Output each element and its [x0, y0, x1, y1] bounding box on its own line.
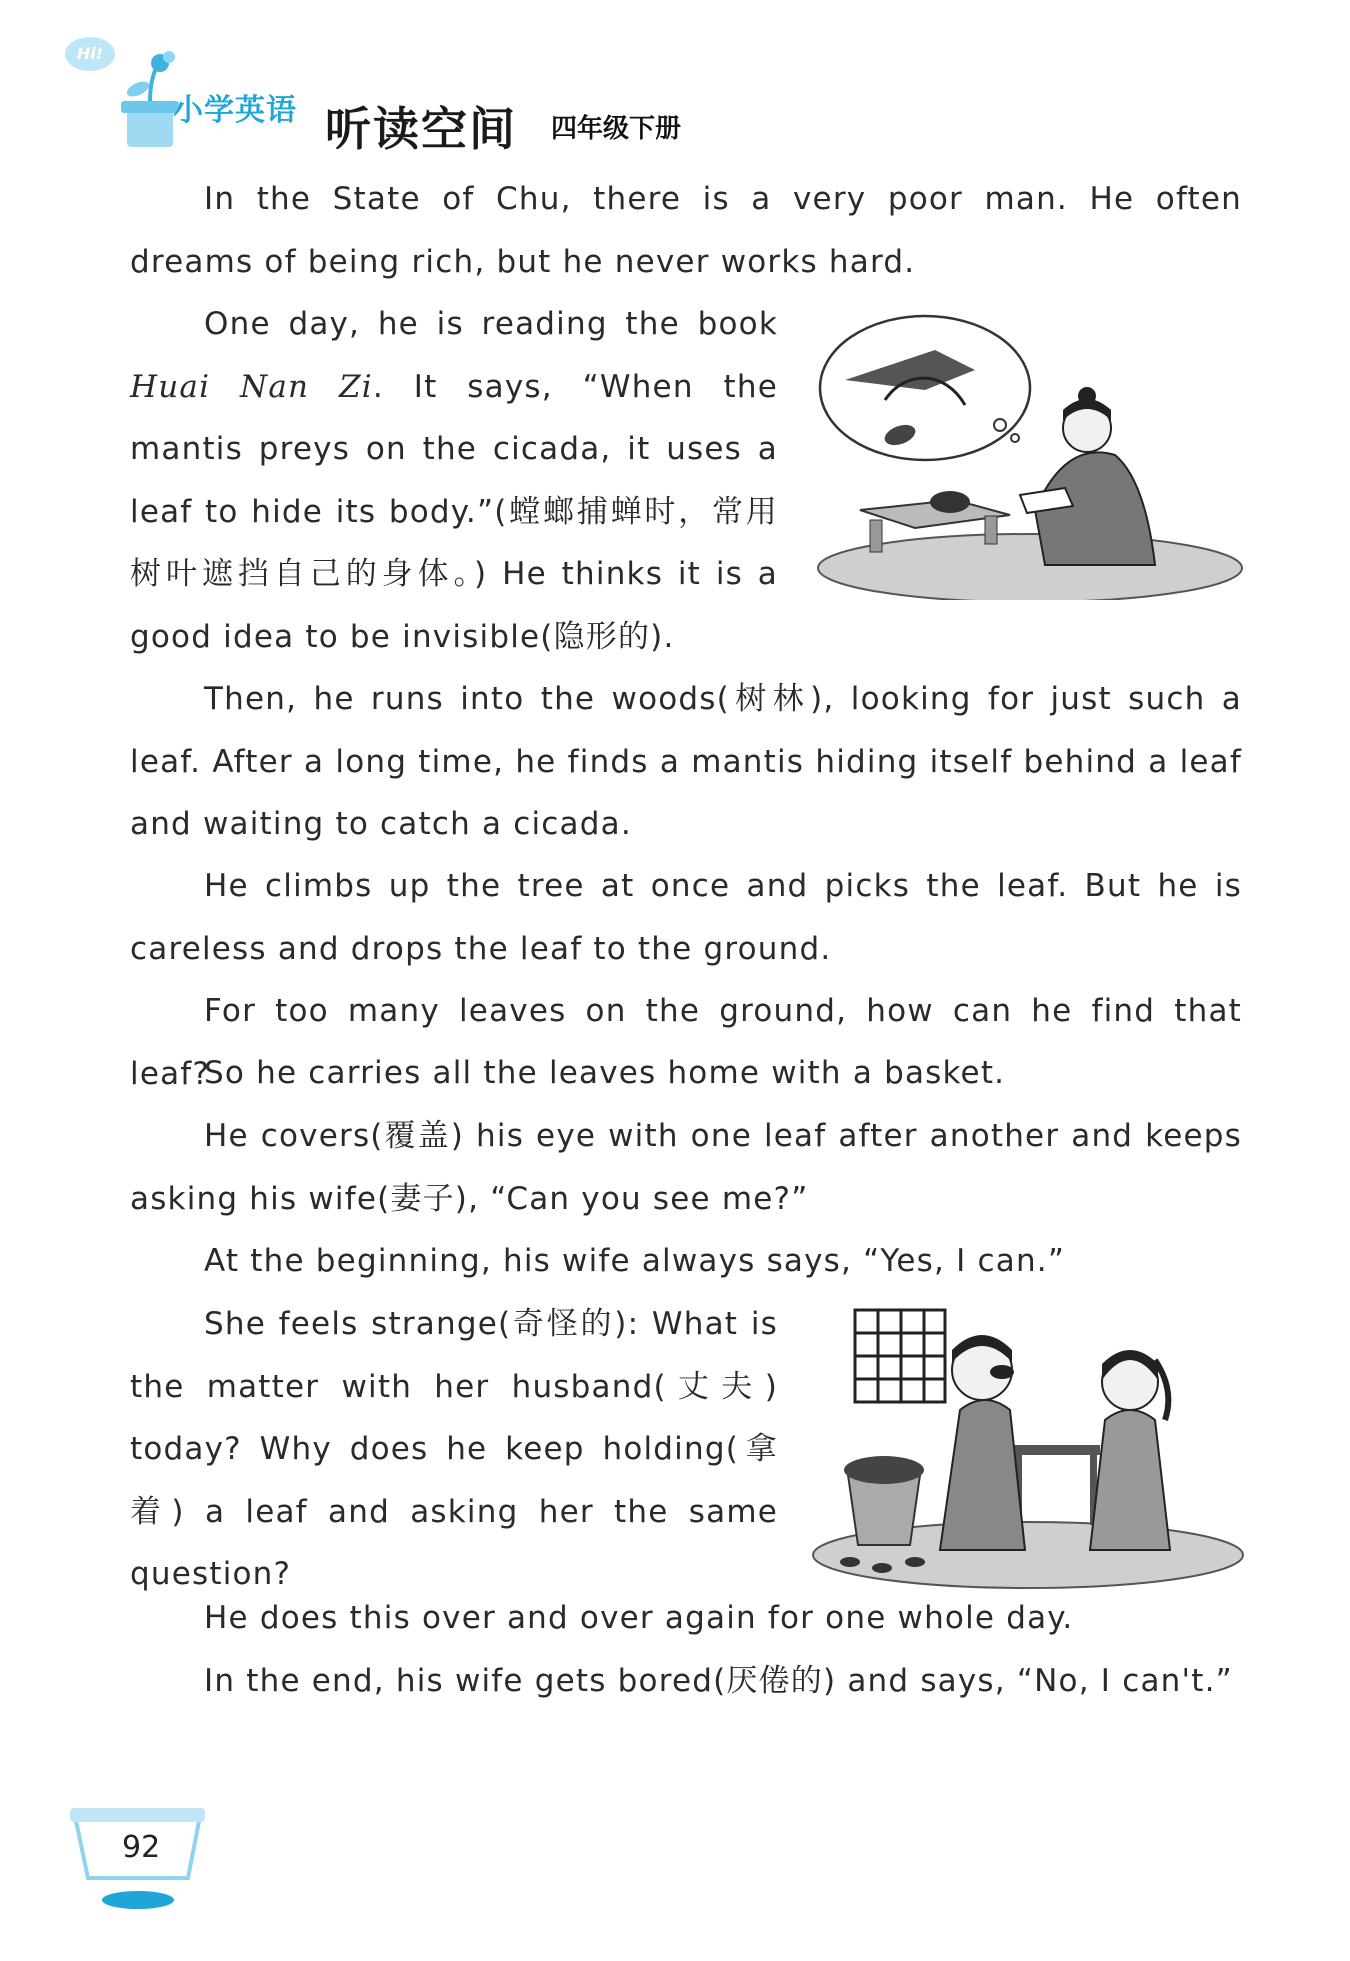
grade-label: 四年级下册: [551, 114, 682, 144]
paragraph: So he carries all the leaves home with a basket.: [204, 1055, 1006, 1091]
series-title: 小学英语: [173, 93, 297, 128]
paragraph-text: One day, he is reading the book: [204, 306, 778, 342]
paragraph: [130, 293, 778, 668]
paragraph: In the State of Chu, there is a very poor man. He often dreams of being rich, but he never works hard.: [130, 181, 1242, 280]
page-number-badge: [70, 1808, 220, 1918]
paragraph: For too many leaves on the ground, how can he find that leaf?: [130, 993, 1242, 1092]
paragraph: She feels strange(奇怪的): What is the matter with her husband(丈夫) today? Why does he keep holding(拿着) a leaf and asking her the same question?: [130, 1306, 778, 1592]
book-title: 听读空间: [325, 102, 517, 156]
paragraph: In the end, his wife gets bored(厌倦的) and says, “No, I can't.”: [204, 1663, 1233, 1699]
paragraph: He does this over and over again for one whole day.: [204, 1600, 1074, 1636]
paragraph-text: . It says, “When the mantis preys on the cicada, it uses a leaf to hide its body.”(螳螂捕蝉时，常用树叶遮挡自己的身体。) He thinks it is a good idea to be invisible(隐形的).: [130, 368, 778, 655]
book-title-italic: Huai Nan Zi: [130, 368, 373, 405]
reading-man-illustration: [815, 310, 1245, 600]
paragraph: He climbs up the tree at once and picks the leaf. But he is careless and drops the leaf to the ground.: [130, 868, 1242, 967]
hi-badge: Hi!: [65, 37, 115, 71]
paragraph: He covers(覆盖) his eye with one leaf after another and keeps asking his wife(妻子), “Can you see me?”: [130, 1118, 1242, 1217]
paragraph: At the beginning, his wife always says, “Yes, I can.”: [204, 1243, 1066, 1279]
paragraph: Then, he runs into the woods(树林), looking for just such a leaf. After a long time, he finds a mantis hiding itself behind a leaf and waiting to catch a cicada.: [130, 681, 1242, 842]
page-header: [55, 25, 755, 155]
man-and-wife-illustration: [810, 1300, 1245, 1590]
page-number: 92: [122, 1830, 161, 1865]
